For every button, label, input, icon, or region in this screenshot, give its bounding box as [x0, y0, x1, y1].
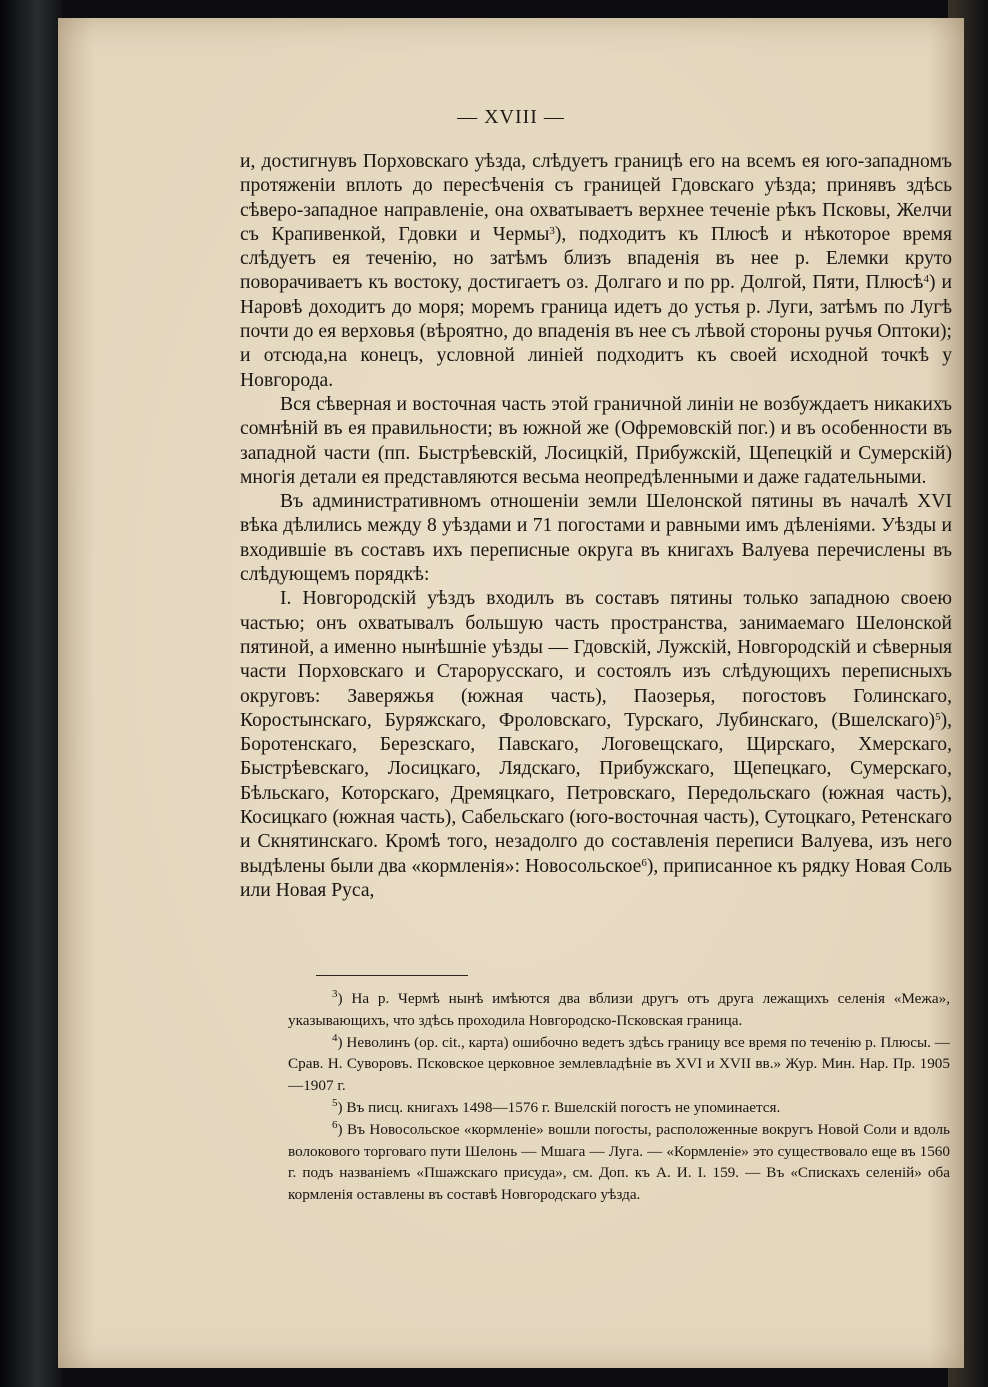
main-text: [240, 150, 952, 903]
book-page: [58, 18, 964, 1368]
footnote-divider: [316, 975, 468, 976]
footnotes: [288, 988, 950, 1206]
paragraph-1: и, достигнувъ Порховскаго уѣзда, слѣдуетъ границѣ его на всемъ ея юго-западномъ протяженіи вплоть до пересѣченія съ границей Гдовскаго уѣзда; принявъ здѣсь сѣверо-западное направленіе, она охватываетъ верхнее теченіе рѣкъ Псковы, Желчи съ Крапивенкой, Гдовки и Чермы$^3$), подходитъ къ Плюсѣ и нѣкоторое время слѣдуетъ ея теченію, но затѣмъ близъ впаденія въ нее р. Елемки круто поворачиваетъ къ востоку, достигаетъ оз. Долгаго и по рр. Долгой, Пяти, Плюсѣ$^4$) и Наровѣ доходитъ до моря; моремъ граница идетъ до устья р. Луги, затѣмъ по Лугѣ почти до ея верховья (вѣроятно, до впаденія въ нее съ лѣвой стороны ручья Оптоки); и отсюда,на конецъ, условной линіей подходитъ къ своей исходной точкѣ у Новгорода.: [240, 151, 952, 391]
footnote-ref-4: 4: [923, 273, 929, 286]
footnote-6: $^6$) Въ Новосольское «кормленіе» вошли погосты, расположенные вокругъ Новой Соли и вдоль волокового торговаго пути Шелонь — Мшага — Луга. — «Кормленіе» это существовало еще въ 1560 г. подъ названіемъ «Пшажскаго присуда», см. Доп. къ А. И. I. 159. — Въ «Спискахъ селеній» оба кормленія оставлены въ составѣ Новгородскаго уѣзда.: [288, 1118, 950, 1204]
footnote-3: $^3$) На р. Чермѣ нынѣ имѣются два вблизи другъ отъ друга лежащихъ селенія «Межа», указывающихъ, что здѣсь проходила Новгородско-Псковская граница.: [288, 988, 950, 1029]
paragraph-3: Въ административномъ отношеніи земли Шелонской пятины въ началѣ XVI вѣка дѣлились между 8 уѣздами и 71 погостами и равными имъ дѣленіями. Уѣзды и входившіе въ составъ ихъ переписные округа въ книгахъ Валуева перечислены въ слѣдующемъ порядкѣ:: [240, 491, 952, 586]
paragraph-4: I. Новгородскій уѣздъ входилъ въ составъ пятины только западною своею частью; онъ охватывалъ большую часть пространства, занимаемаго Шелонской пятиной, а именно нынѣшніе уѣзды — Гдовскій, Лужскій, Новгородскій и сѣверныя части Порховскаго и Старорусскаго, и состоялъ изъ слѣдующихъ переписныхъ округовъ: Заверяжья (южная часть), Паозерья, погостовъ Голинскаго, Коростынскаго, Буряжскаго, Фроловскаго, Турскаго, Лубинскаго, (Вшелскаго)$^5$), Боротенскаго, Березскаго, Павскаго, Логовещскаго, Щирскаго, Хмерскаго, Быстрѣевскаго, Лосицкаго, Лядскаго, Прибужскаго, Щепецкаго, Сумерскаго, Бѣльскаго, Которскаго, Дремяцкаго, Петровскаго, Передольскаго (южная часть), Косицкаго (южная часть), Сабельскаго (юго-восточная часть), Сутоцкаго, Ретенскаго и Скнятинскаго. Кромѣ того, незадолго до составленія переписи Валуева, изъ него выдѣлены были два «кормленія»: Новосольское$^6$), приписанное къ рядку Новая Соль или Новая Руса,: [240, 588, 952, 901]
book-binding-left: [0, 0, 62, 1387]
paragraph-2: Вся сѣверная и восточная часть этой граничной линіи не возбуждаетъ никакихъ сомнѣній въ ея правильности; въ южной же (Офремовскій пог.) и въ особенности въ западной части (пп. Быстрѣевскій, Лосицкій, Прибужскій, Щепецкій и Сумерскій) многія детали ея представляются весьма неопредѣленными и даже гадательными.: [240, 393, 952, 488]
page-number: — XVIII —: [457, 106, 565, 128]
footnote-ref-3: 3: [549, 224, 555, 237]
footnote-4: $^4$) Неволинъ (op. cit., карта) ошибочно ведетъ здѣсь границу все время по теченію р. Плюсы. — Срав. Н. Суворовъ. Псковское церковное землевладѣніе въ XVI и XVII вв.» Жур. Мин. Нар. Пр. 1905—1907 г.: [288, 1031, 950, 1095]
footnote-ref-5: 5: [935, 710, 941, 723]
footnote-5: $^5$) Въ писц. книгахъ 1498—1576 г. Вшелскій погостъ не упоминается.: [332, 1096, 781, 1116]
footnote-ref-6: 6: [641, 856, 647, 869]
